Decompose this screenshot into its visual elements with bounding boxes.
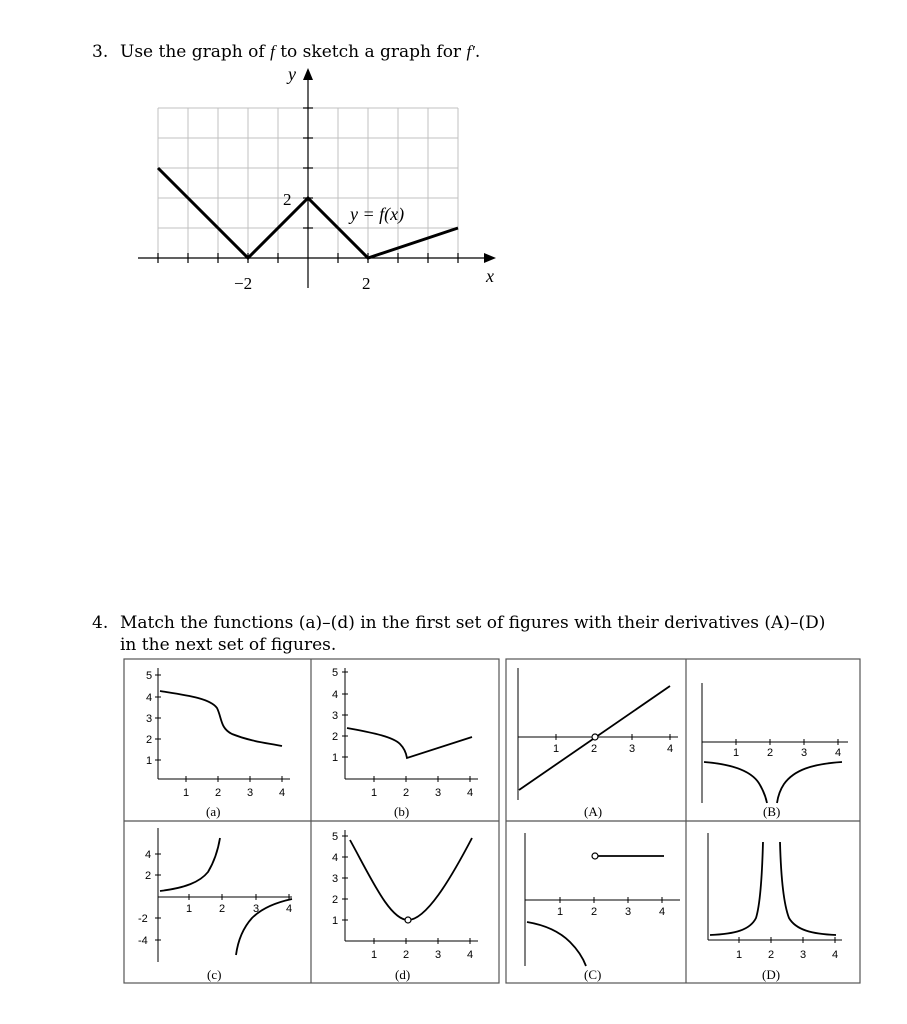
function-c-ytick: 2 [145,870,152,882]
function-b-xtick: 4 [467,787,474,799]
derivative-B [702,683,848,819]
function-c-ytick: -4 [138,935,148,947]
function-c-xtick: 4 [286,903,293,915]
function-c-xtick: 2 [219,903,226,915]
q3-x-axis-label: x [486,266,494,286]
derivative-C-xtick: 2 [591,906,598,918]
derivative-C-xtick: 1 [557,906,564,918]
derivative-A-xtick: 3 [629,743,636,755]
function-c-ytick: 4 [145,849,152,861]
function-b-ytick: 4 [332,689,339,701]
derivative-B-xtick: 4 [835,747,842,759]
function-b-xtick: 3 [435,787,442,799]
function-c-caption: (c) [207,967,222,982]
derivative-A-xtick: 2 [591,743,598,755]
derivative-D-curve-left [710,842,763,935]
derivative-D [708,833,842,982]
question-3-number: 3. [92,42,109,62]
function-a-xtick: 2 [215,787,222,799]
function-b-ytick: 1 [332,752,339,764]
function-a [146,668,290,819]
function-c-curve-left [160,838,220,891]
function-a-curve [160,691,282,746]
function-b-xtick: 2 [403,787,410,799]
derivative-A-xtick: 4 [667,743,674,755]
function-b-ytick: 3 [332,710,339,722]
q3-curve-label: y = f(x) [350,204,405,224]
derivative-B-xtick: 2 [767,747,774,759]
function-b-ytick: 5 [332,667,339,679]
function-d-ytick: 2 [332,894,339,906]
function-a-caption: (a) [206,804,221,819]
function-d-open-point [405,917,411,923]
function-d-ytick: 3 [332,873,339,885]
function-b-ytick: 2 [332,731,339,743]
function-c-xtick: 1 [186,903,193,915]
function-b-caption: (b) [394,804,410,819]
q3-y-tick-2: 2 [283,190,292,209]
function-d-xtick: 2 [403,949,410,961]
function-a-ytick: 4 [146,692,153,704]
derivative-D-caption: (D) [762,967,781,982]
function-c-curve-right [236,899,292,955]
function-a-ytick: 3 [146,713,153,725]
derivative-B-curve-left [704,762,767,803]
function-d [332,830,478,982]
function-a-xtick: 4 [279,787,286,799]
function-d-caption: (d) [395,967,411,982]
derivative-C-xtick: 3 [625,906,632,918]
derivative-B-caption: (B) [763,804,781,819]
derivative-D-curve-right [780,842,836,935]
derivative-C [525,833,680,982]
derivative-D-xtick: 1 [736,949,743,961]
derivative-A-caption: (A) [584,804,603,819]
derivative-C-caption: (C) [584,967,602,982]
derivative-B-xtick: 3 [801,747,808,759]
derivative-A [518,668,678,819]
derivative-B-xtick: 1 [733,747,740,759]
function-d-ytick: 1 [332,915,339,927]
function-b-curve [347,728,472,758]
function-a-ytick: 5 [146,670,153,682]
derivative-B-curve-right [777,762,842,803]
function-c [138,828,292,982]
q3-y-axis-label: y [288,64,296,84]
question-4-number: 4. [92,613,109,633]
function-c-xtick: 3 [253,903,260,915]
function-a-ytick: 1 [146,755,153,767]
function-d-xtick: 4 [467,949,474,961]
q3-tick-neg2: −2 [234,274,253,293]
derivative-A-xtick: 1 [553,743,560,755]
function-d-xtick: 3 [435,949,442,961]
derivative-A-open-point [592,734,598,740]
function-d-curve [350,838,472,920]
function-a-xtick: 3 [247,787,254,799]
function-d-ytick: 5 [332,831,339,843]
function-c-ytick: -2 [138,913,148,925]
function-d-ytick: 4 [332,852,339,864]
derivative-C-open-point [592,853,598,859]
question-4-line1: Match the functions (a)–(d) in the first set of figures with their derivatives (A)–(D) [120,613,826,633]
derivative-D-xtick: 3 [800,949,807,961]
derivative-C-xtick: 4 [659,906,666,918]
derivative-D-xtick: 4 [832,949,839,961]
derivative-C-curve [527,922,586,966]
question-3-text: Use the graph of f to sketch a graph for f′. [120,42,481,62]
derivative-D-xtick: 2 [768,949,775,961]
function-a-ytick: 2 [146,734,153,746]
function-d-xtick: 1 [371,949,378,961]
question-4-line2: in the next set of figures. [120,635,337,655]
function-b [332,667,478,819]
function-b-xtick: 1 [371,787,378,799]
q3-tick-2: 2 [362,274,371,293]
function-a-xtick: 1 [183,787,190,799]
